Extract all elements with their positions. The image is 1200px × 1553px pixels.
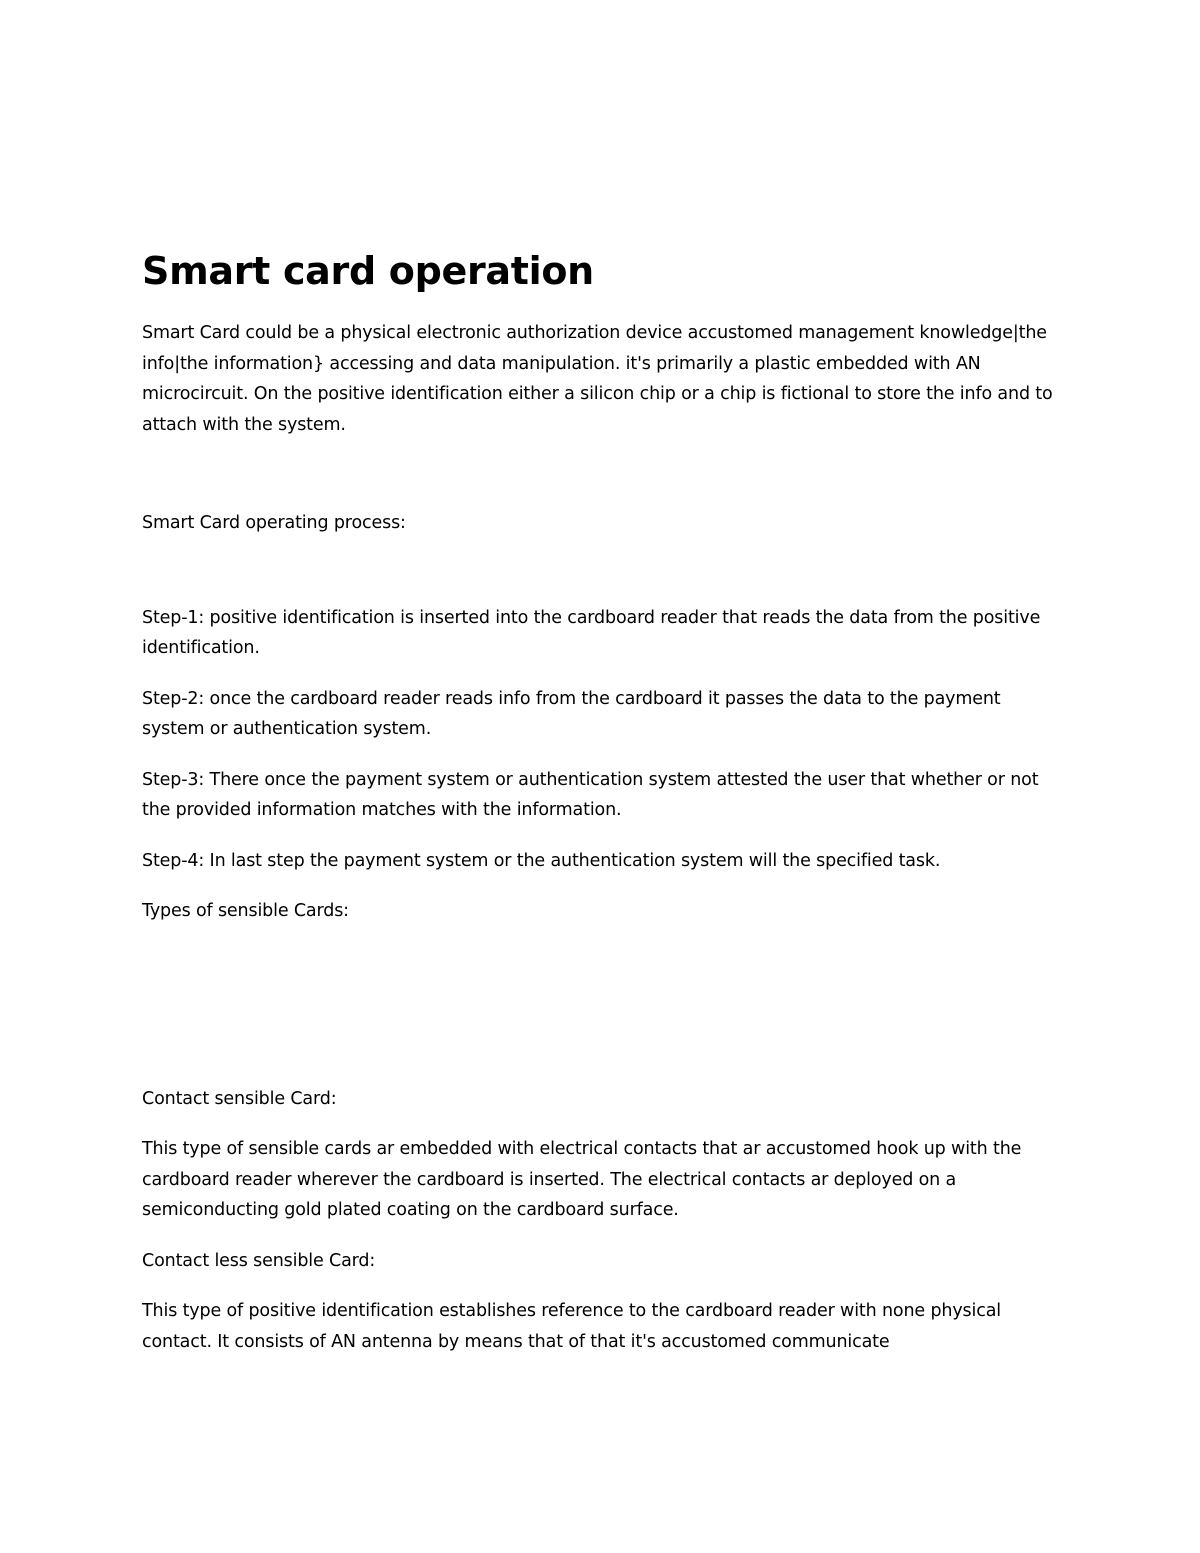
step-2-paragraph: Step-2: once the cardboard reader reads info from the cardboard it passes the data to the payment system or authentication system. xyxy=(142,688,1001,739)
document-body xyxy=(142,246,1057,1357)
types-heading: Types of sensible Cards: xyxy=(142,901,349,921)
intro-paragraph: Smart Card could be a physical electronic authorization device accustomed management knowledge|the info|the information} accessing and data manipulation. it's primarily a plastic embedded with AN microcircuit. On the positive identification either a silicon chip or a chip is fictional to store the info and to attach with the system. xyxy=(142,323,1053,435)
spacer xyxy=(142,664,1057,684)
contact-card-paragraph: This type of sensible cards ar embedded with electrical contacts that ar accustomed hook up with the cardboard reader wherever the cardboard is inserted. The electrical contacts ar deployed on a semiconducting gold plated coating on the cardboard surface. xyxy=(142,1139,1022,1220)
contactless-card-paragraph: This type of positive identification establishes reference to the cardboard reader with none physical contact. It consists of AN antenna by means that of that it's accustomed communicate xyxy=(142,1301,1001,1352)
spacer xyxy=(142,927,1057,1084)
spacer xyxy=(142,745,1057,765)
contact-card-heading: Contact sensible Card: xyxy=(142,1088,337,1109)
contactless-card-heading: Contact less sensible Card: xyxy=(142,1250,376,1271)
step-1-paragraph: Step-1: positive identification is inserted into the cardboard reader that reads the data from the positive identification. xyxy=(142,607,1041,658)
spacer xyxy=(142,1226,1057,1246)
spacer xyxy=(142,440,1057,508)
document-title: Smart card operation xyxy=(142,249,594,293)
spacer xyxy=(142,1276,1057,1296)
spacer xyxy=(142,539,1057,603)
process-heading: Smart Card operating process: xyxy=(142,513,406,533)
spacer xyxy=(142,876,1057,896)
spacer xyxy=(142,826,1057,846)
step-4-paragraph: Step-4: In last step the payment system or the authentication system will the specified task. xyxy=(142,850,941,871)
spacer xyxy=(142,1114,1057,1134)
step-3-paragraph: Step-3: There once the payment system or authentication system attested the user that whether or not the provided information matches with the information. xyxy=(142,769,1039,820)
